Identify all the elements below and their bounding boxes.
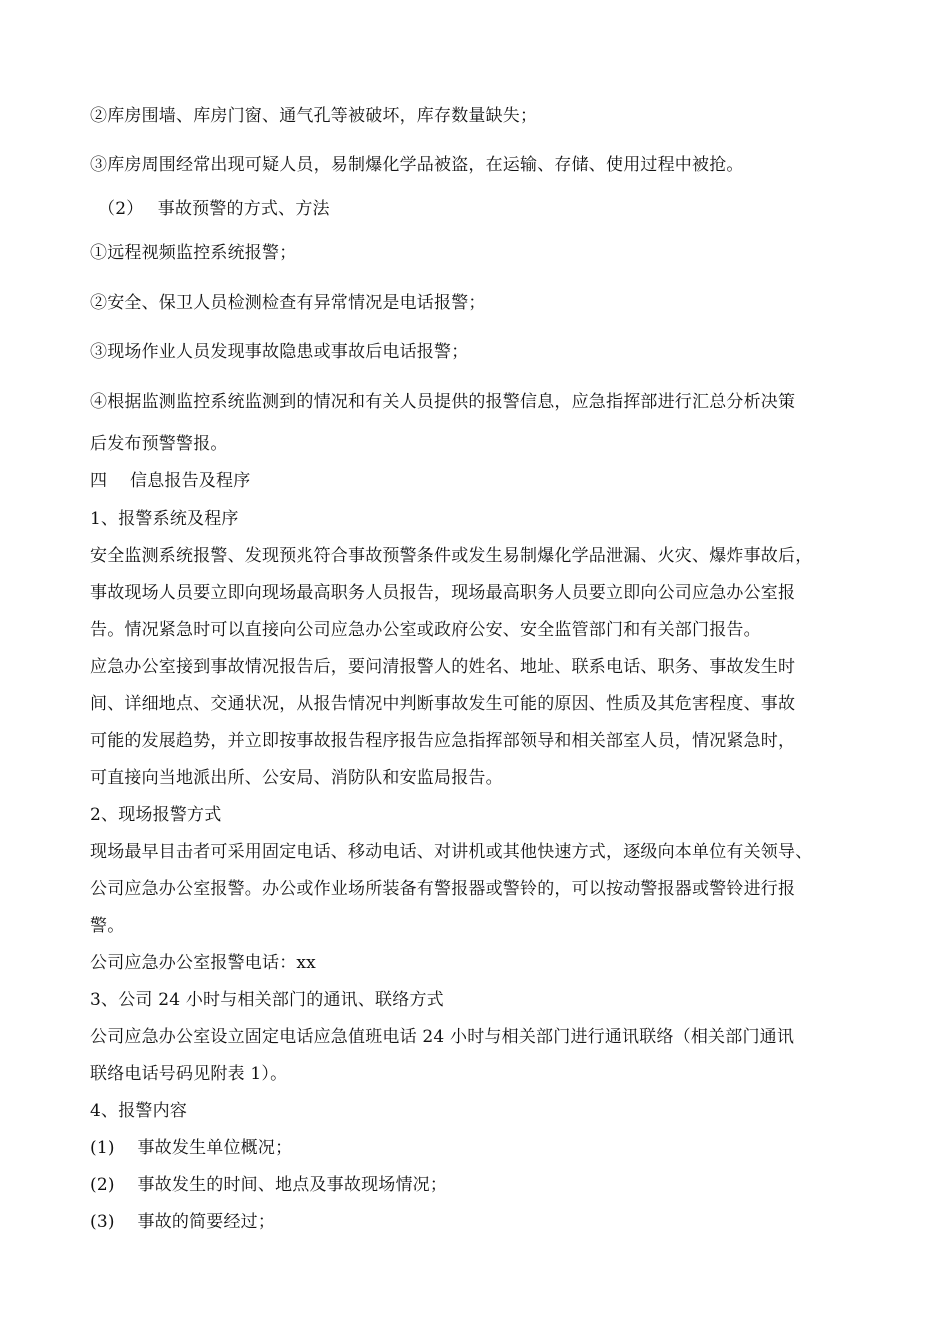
list-item-circled-3: ③现场作业人员发现事故隐患或事故后电话报警；: [90, 342, 469, 362]
subsection-heading-warning-methods: （2） 事故预警的方式、方法: [98, 199, 330, 219]
subsection-heading-2: 2、现场报警方式: [90, 805, 222, 825]
list-item-circled-2: ②安全、保卫人员检测检查有异常情况是电话报警；: [90, 293, 486, 313]
paragraph-line: 警。: [90, 916, 125, 936]
paragraph-line: 间、详细地点、交通状况，从报告情况中判断事故发生可能的原因、性质及其危害程度、事故: [90, 694, 796, 714]
subsection-heading-3: 3、公司 24 小时与相关部门的通讯、联络方式: [90, 990, 444, 1010]
paragraph-line: 事故现场人员要立即向现场最高职务人员报告，现场最高职务人员要立即向公司应急办公室报: [90, 583, 796, 603]
paragraph-continuation: 后发布预警警报。: [90, 434, 228, 454]
paragraph-line: 可能的发展趋势，并立即按事故报告程序报告应急指挥部领导和相关部室人员，情况紧急时，: [90, 731, 796, 751]
list-item-circled-1: ①远程视频监控系统报警；: [90, 243, 297, 263]
paragraph-line: 告。情况紧急时可以直接向公司应急办公室或政府公安、安全监管部门和有关部门报告。: [90, 620, 761, 640]
paragraph-line: 公司应急办公室设立固定电话应急值班电话 24 小时与相关部门进行通讯联络（相关部门通讯: [90, 1027, 795, 1047]
paragraph-line: 可直接向当地派出所、公安局、消防队和安监局报告。: [90, 768, 503, 788]
list-item-1: (1) 事故发生单位概况；: [90, 1138, 293, 1158]
list-item-2: (2) 事故发生的时间、地点及事故现场情况；: [90, 1175, 448, 1195]
paragraph-line: 联络电话号码见附表 1）。: [90, 1064, 288, 1084]
section-heading-4: 四 信息报告及程序: [90, 471, 251, 491]
subsection-heading-4: 4、报警内容: [90, 1101, 188, 1121]
paragraph-line: 现场最早目击者可采用固定电话、移动电话、对讲机或其他快速方式，逐级向本单位有关领导、: [90, 842, 813, 862]
paragraph-line: 应急办公室接到事故情况报告后，要问清报警人的姓名、地址、联系电话、职务、事故发生时: [90, 657, 796, 677]
list-item-3: (3) 事故的简要经过；: [90, 1212, 276, 1232]
subsection-heading-1: 1、报警系统及程序: [90, 509, 239, 529]
list-item-circled-2: ②库房围墙、库房门窗、通气孔等被破坏，库存数量缺失；: [90, 106, 538, 126]
list-item-circled-3: ③库房周围经常出现可疑人员，易制爆化学品被盗，在运输、存储、使用过程中被抢。: [90, 155, 744, 175]
list-item-circled-4: ④根据监测监控系统监测到的情况和有关人员提供的报警信息，应急指挥部进行汇总分析决策: [90, 392, 796, 412]
paragraph-line: 安全监测系统报警、发现预兆符合事故预警条件或发生易制爆化学品泄漏、火灾、爆炸事故后，: [90, 546, 813, 566]
phone-line: 公司应急办公室报警电话：xx: [90, 953, 316, 973]
paragraph-line: 公司应急办公室报警。办公或作业场所装备有警报器或警铃的，可以按动警报器或警铃进行报: [90, 879, 796, 899]
